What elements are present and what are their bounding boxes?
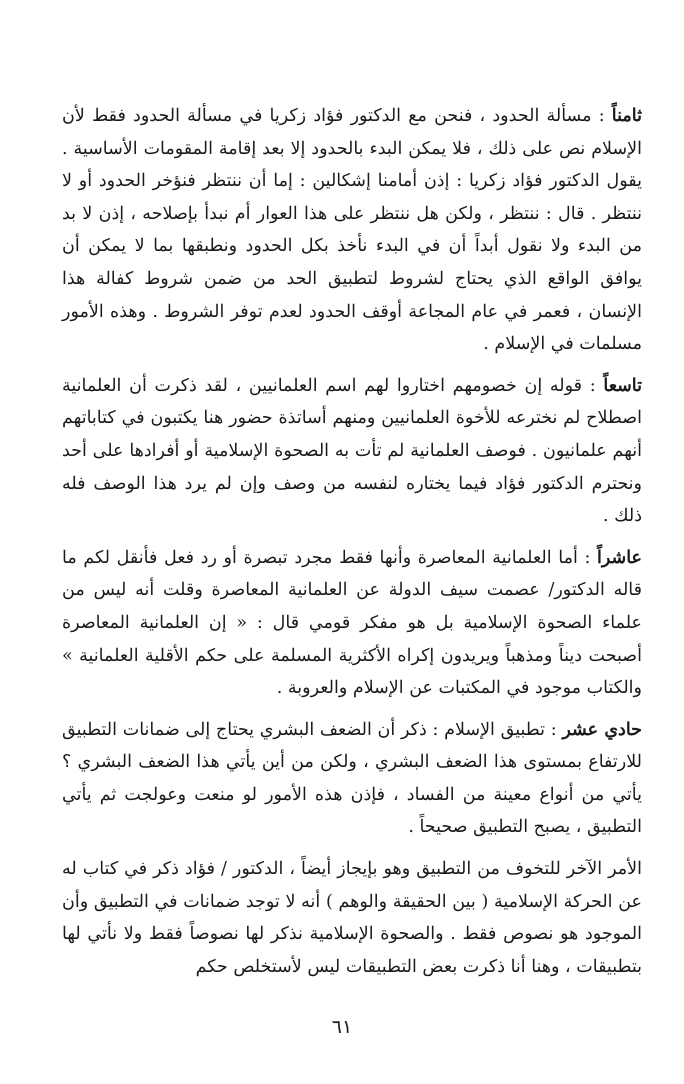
text-column	[62, 100, 642, 992]
paragraph-lead: ثامناً	[611, 106, 642, 126]
paragraph-other-matter	[62, 853, 642, 983]
paragraph-lead: حادي عشر	[562, 719, 642, 740]
paragraph-body: : تطبيق الإسلام : ذكر أن الضعف البشري يحتاج إلى ضمانات التطبيق للارتفاع بمستوى هذا الضعف البشري ، ولكن من أين يأتي هذا الضعف البشري ؟ يأتي من أنواع معينة من الفساد ، فإذن هذه الأمور لو منعت وعولجت ثم يأتي التطبيق ، يصبح التطبيق صحيحاً .	[62, 719, 642, 838]
page-number: ٦١	[331, 1016, 353, 1038]
paragraph-ninth	[62, 370, 642, 533]
paragraph-body: : قوله إن خصومهم اختاروا لهم اسم العلمانيين ، لقد ذكرت أن العلمانية اصطلاح لم نخترعه للأخوة العلمانيين ومنهم أساتذة حضور هنا يكتبون في كتاباتهم أنهم علمانيون . فوصف العلمانية لم تأت به الصحوة الإسلامية أو أفرادها على أحد ونحترم الدكتور فؤاد فيما يختاره لنفسه من وصف وإن لم يرد هذا الوصف فله ذلك .	[62, 375, 642, 527]
paragraph-tenth	[62, 542, 642, 705]
paragraph-lead: عاشراً	[597, 547, 642, 568]
paragraph-body: : أما العلمانية المعاصرة وأنها فقط مجرد تبصرة أو رد فعل فأنقل لكم ما قاله الدكتور/ عصمت سيف الدولة عن العلمانية المعاصرة وقلت أنه ليس من علماء الصحوة الإسلامية بل هو مفكر قومي قال : « إن العلمانية المعاصرة أصبحت ديناً ومذهباً ويريدون إكراه الأكثرية المسلمة على حكم الأقلية العلمانية » والكتاب موجود في المكتبات عن الإسلام والعروبة .	[62, 547, 642, 699]
paragraph-body: : مسألة الحدود ، فنحن مع الدكتور فؤاد زكريا في مسألة الحدود فقط لأن الإسلام نص على ذلك ، فلا يمكن البدء بالحدود إلا بعد إقامة المقومات الأساسية . يقول الدكتور فؤاد زكريا : إذن أمامنا إشكالين : إما أن ننتظر فنؤخر الحدود أو لا ننتظر . قال : ننتظر ، ولكن هل ننتظر على هذا العوار أم نبدأ بإصلاحه ، إذن لا بد من البدء ولا نقول أبداً أن في البدء نأخذ بكل الحدود ونطبقها بما لا يمكن أن يوافق الواقع الذي يحتاج لشروط لتطبيق الحد من ضمن شروط كفالة هذا الإنسان ، فعمر في عام المجاعة أوقف الحدود لعدم توفر الشروط . وهذه الأمور مسلمات في الإسلام .	[62, 106, 642, 355]
paragraph-body: الأمر الآخر للتخوف من التطبيق وهو بإيجاز أيضاً ، الدكتور / فؤاد ذكر في كتاب له عن الحركة الإسلامية ( بين الحقيقة والوهم ) أنه لا توجد ضمانات في التطبيق وأن الموجود هو نصوص فقط . والصحوة الإسلامية نذكر لها نصوصاً فقط ولا نأتي لها بتطبيقات ، وهنا أنا ذكرت بعض التطبيقات ليس لأستخلص حكم	[62, 859, 642, 977]
paragraph-eighth	[62, 100, 642, 361]
paragraph-eleventh	[62, 714, 642, 844]
paragraph-lead: تاسعاً	[603, 375, 642, 396]
